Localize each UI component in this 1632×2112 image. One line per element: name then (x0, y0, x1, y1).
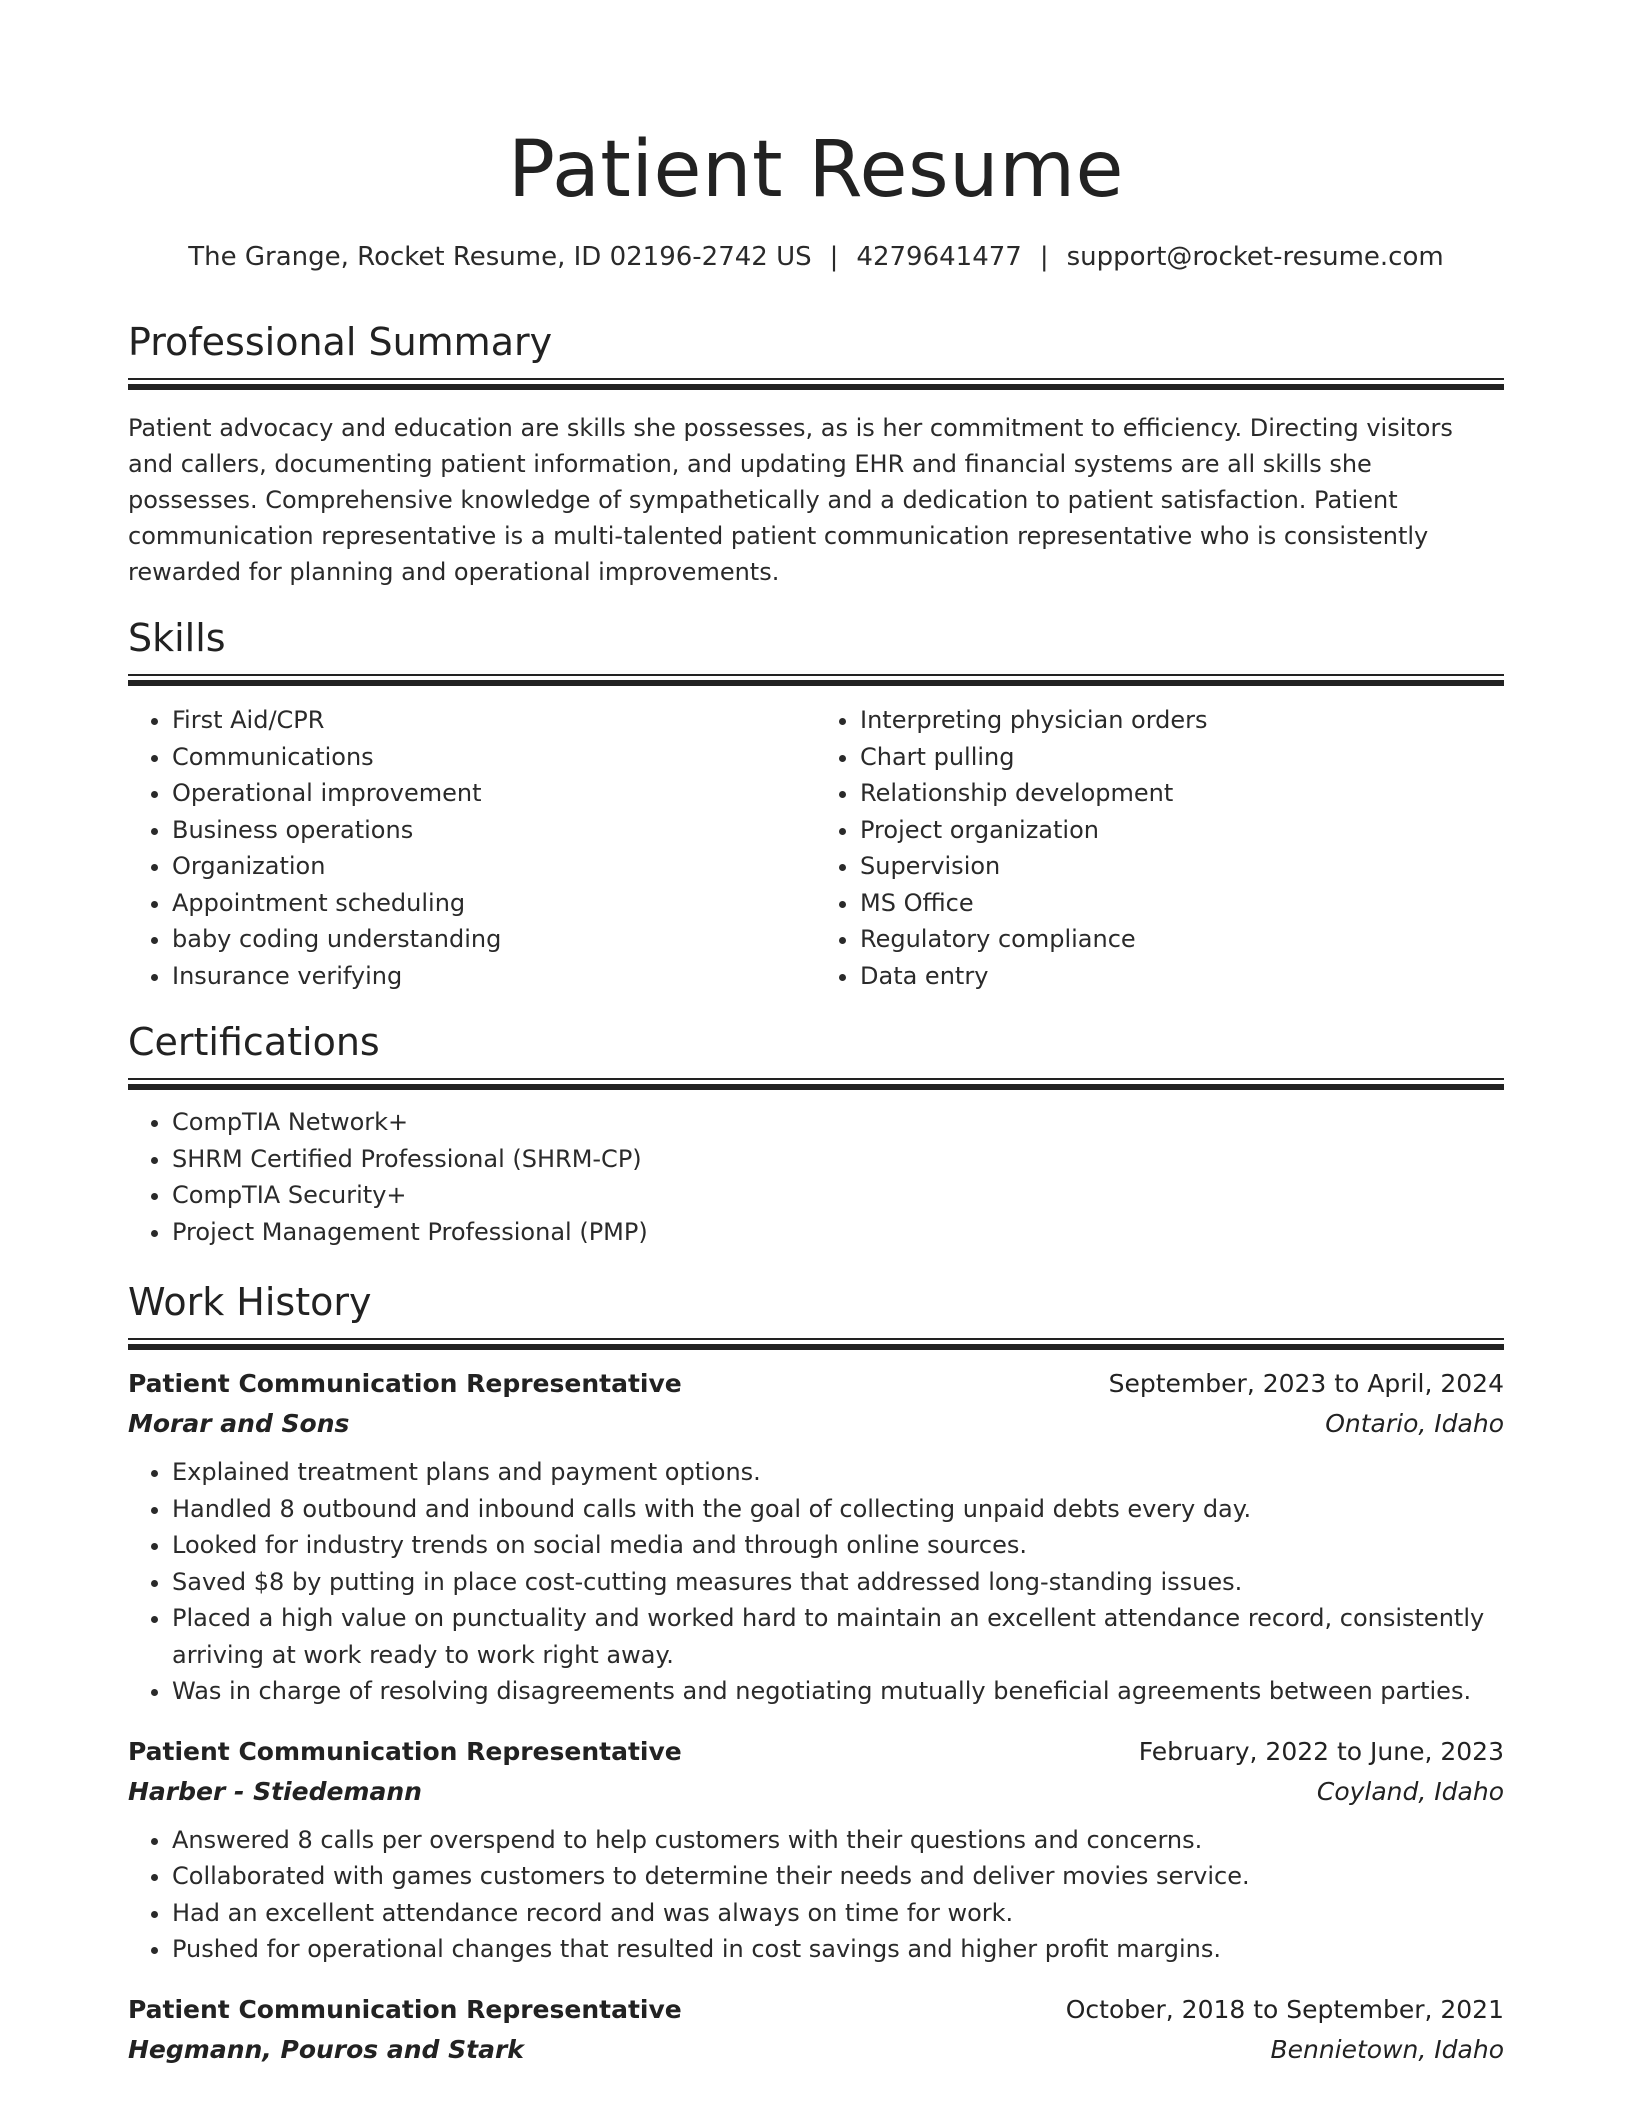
skills-section (128, 614, 1504, 994)
job-company: Harber - Stiedemann (128, 1776, 422, 1806)
address: The Grange, Rocket Resume, ID 02196-2742 US (188, 242, 812, 272)
email[interactable]: support@rocket-resume.com (1066, 242, 1444, 272)
list-item: • First Aid/CPR (172, 702, 816, 739)
job-entry (128, 1990, 1504, 2070)
job-location: Bennietown, Idaho (1270, 2034, 1504, 2064)
certifications-list (128, 1104, 1504, 1250)
section-divider (128, 1078, 1504, 1090)
job-bullets (128, 1822, 1504, 1968)
job-subheader (128, 2030, 1504, 2070)
job-company: Morar and Sons (128, 1409, 350, 1438)
list-item: • Was in charge of resolving disagreements and negotiating mutually beneficial agreements between parties. (172, 1673, 1504, 1710)
job-company: Hegmann, Pouros and Stark (128, 2034, 524, 2064)
list-item: • Chart pulling (860, 739, 1504, 776)
job-entry (128, 1732, 1504, 1968)
list-item: • SHRM Certified Professional (SHRM-CP) (172, 1141, 1504, 1178)
list-item: • Insurance verifying (172, 958, 816, 995)
section-title: Certifications (128, 1020, 380, 1064)
job-subheader (128, 1404, 1504, 1444)
job-dates: February, 2022 to June, 2023 (1138, 1736, 1504, 1766)
list-item: • Business operations (172, 812, 816, 849)
list-item: • Interpreting physician orders (860, 702, 1504, 739)
job-title: Patient Communication Representative (128, 1736, 682, 1766)
job-dates: October, 2018 to September, 2021 (1065, 1994, 1504, 2024)
list-item: • Appointment scheduling (172, 885, 816, 922)
list-item: • Organization (172, 848, 816, 885)
list-item: • Pushed for operational changes that resulted in cost savings and higher profit margins. (172, 1931, 1504, 1968)
job-bullets (128, 1454, 1504, 1710)
job-location: Coyland, Idaho (1316, 1776, 1504, 1806)
skills-columns (128, 702, 1504, 994)
job-subheader (128, 1772, 1504, 1812)
section-divider (128, 378, 1504, 390)
phone: 4279641477 (856, 242, 1022, 272)
contact-line (128, 240, 1504, 274)
resume-page (128, 0, 1504, 2064)
list-item: • Looked for industry trends on social media and through online sources. (172, 1527, 1504, 1564)
separator: | (829, 242, 839, 272)
skills-list-left (128, 702, 816, 994)
summary-section (128, 318, 1504, 590)
section-title: Skills (128, 616, 226, 660)
list-item: • Saved $8 by putting in place cost-cutting measures that addressed long-standing issues. (172, 1564, 1504, 1601)
work-section (128, 1278, 1504, 2070)
job-header (128, 1990, 1504, 2030)
list-item: • Project Management Professional (PMP) (172, 1214, 1504, 1251)
separator: | (1039, 242, 1049, 272)
list-item: • CompTIA Security+ (172, 1177, 1504, 1214)
list-item: • CompTIA Network+ (172, 1104, 1504, 1141)
job-header (128, 1364, 1504, 1404)
list-item: • Project organization (860, 812, 1504, 849)
job-header (128, 1732, 1504, 1772)
list-item: • Communications (172, 739, 816, 776)
list-item: • Had an excellent attendance record and was always on time for work. (172, 1895, 1504, 1932)
section-divider (128, 1338, 1504, 1350)
list-item: • Placed a high value on punctuality and worked hard to maintain an excellent attendance record, consistently arriving at work ready to work right away. (172, 1600, 1504, 1673)
summary-text: Patient advocacy and education are skills she possesses, as is her commitment to efficiency. Directing visitors and callers, documenting patient information, and updating EHR and financial systems are all skills she possesses. Comprehensive knowledge of sympathetically and a dedication to patient satisfaction. Patient communication representative is a multi-talented patient communication representative who is consistently rewarded for planning and operational improvements. (128, 414, 1453, 586)
job-location: Ontario, Idaho (1325, 1409, 1504, 1438)
list-item: • Regulatory compliance (860, 921, 1504, 958)
list-item: • baby coding understanding (172, 921, 816, 958)
section-title: Professional Summary (128, 320, 553, 364)
section-divider (128, 674, 1504, 686)
list-item: • Relationship development (860, 775, 1504, 812)
list-item: • Data entry (860, 958, 1504, 995)
list-item: • Answered 8 calls per overspend to help customers with their questions and concerns. (172, 1822, 1504, 1859)
list-item: • Handled 8 outbound and inbound calls with the goal of collecting unpaid debts every day. (172, 1491, 1504, 1528)
job-title: Patient Communication Representative (128, 1369, 682, 1398)
job-title: Patient Communication Representative (128, 1994, 682, 2024)
list-item: • Collaborated with games customers to determine their needs and deliver movies service. (172, 1858, 1504, 1895)
list-item: • Supervision (860, 848, 1504, 885)
resume-name: Patient Resume (507, 125, 1125, 215)
job-dates: September, 2023 to April, 2024 (1108, 1369, 1504, 1398)
list-item: • MS Office (860, 885, 1504, 922)
list-item: • Explained treatment plans and payment options. (172, 1454, 1504, 1491)
list-item: • Operational improvement (172, 775, 816, 812)
section-title: Work History (128, 1280, 372, 1324)
skills-list-right (816, 702, 1504, 994)
certifications-section (128, 1018, 1504, 1250)
job-entry (128, 1364, 1504, 1710)
